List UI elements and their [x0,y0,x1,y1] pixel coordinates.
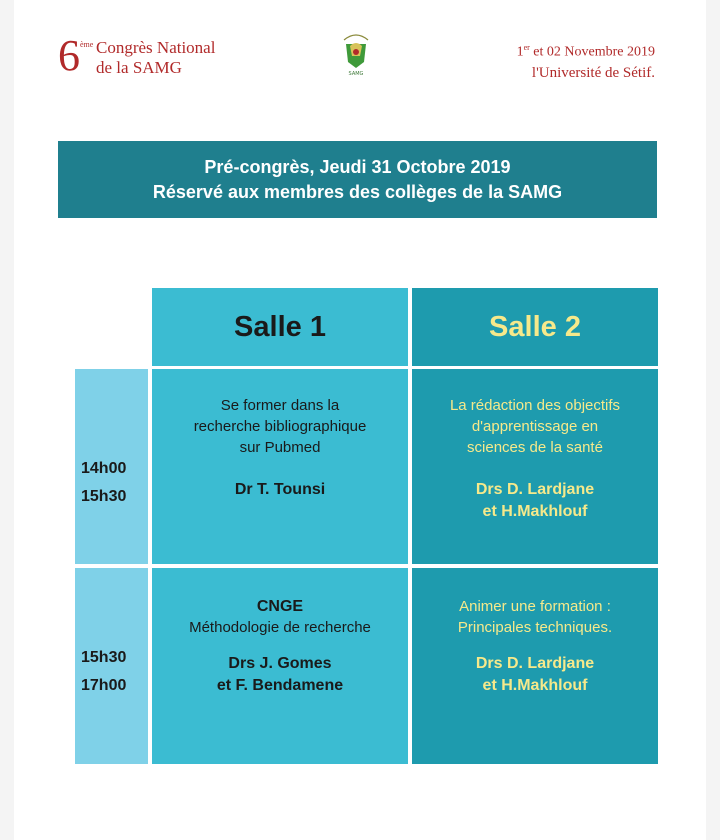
congress-title-line2: de la SAMG [96,58,182,77]
session-presenter: Drs D. Lardjane [475,655,595,672]
session-slot1-salle1 [152,369,408,564]
event-date-venue [517,38,655,83]
session-title-line: recherche bibliographique [193,418,367,435]
session-title-line: Méthodologie de recherche [189,619,371,636]
session-slot1-salle2 [412,369,658,564]
event-venue: l'Université de Sétif. [531,64,655,81]
event-dates: 1er et 02 Novembre 2019 [516,43,655,60]
precongress-banner [58,141,657,218]
session-presenter: et H.Makhlouf [482,677,588,694]
edition-number: 6 [58,31,80,80]
slot2-start: 15h30 [81,649,127,666]
banner-line2: Réservé aux membres des collèges de la SAMG [152,182,563,202]
time-slot-2 [75,568,148,764]
logo-caption: SAMG [348,71,364,76]
session-presenter: Drs J. Gomes [228,655,332,672]
time-slot-1 [75,369,148,564]
session-slot2-salle2 [412,568,658,764]
room-header-salle2: Salle 2 [412,288,658,366]
poster-page [14,0,706,840]
session-presenter: Drs D. Lardjane [475,481,595,498]
session-title-line: Principales techniques. [457,619,613,636]
slot1-end: 15h30 [81,488,127,505]
session-title-line: Se former dans la [220,397,340,414]
session-title-line: La rédaction des objectifs [449,397,621,414]
slot1-start: 14h00 [81,460,127,477]
session-presenter: Dr T. Tounsi [234,481,326,498]
session-title-line: Animer une formation : [459,598,611,615]
session-organization: CNGE [256,598,304,615]
edition-suffix: ème [80,40,94,49]
banner-line1: Pré-congrès, Jeudi 31 Octobre 2019 [204,157,511,177]
session-presenter: et H.Makhlouf [482,503,588,520]
room-header-salle1: Salle 1 [152,288,408,366]
slot2-end: 17h00 [81,677,127,694]
session-presenter: et F. Bendamene [216,677,344,694]
session-title-line: sciences de la santé [467,439,603,456]
congress-title-line1: Congrès National [96,38,216,57]
samg-logo-icon [338,28,374,76]
session-slot2-salle1 [152,568,408,764]
session-title-line: sur Pubmed [239,439,321,456]
session-title-line: d'apprentissage en [471,418,599,435]
